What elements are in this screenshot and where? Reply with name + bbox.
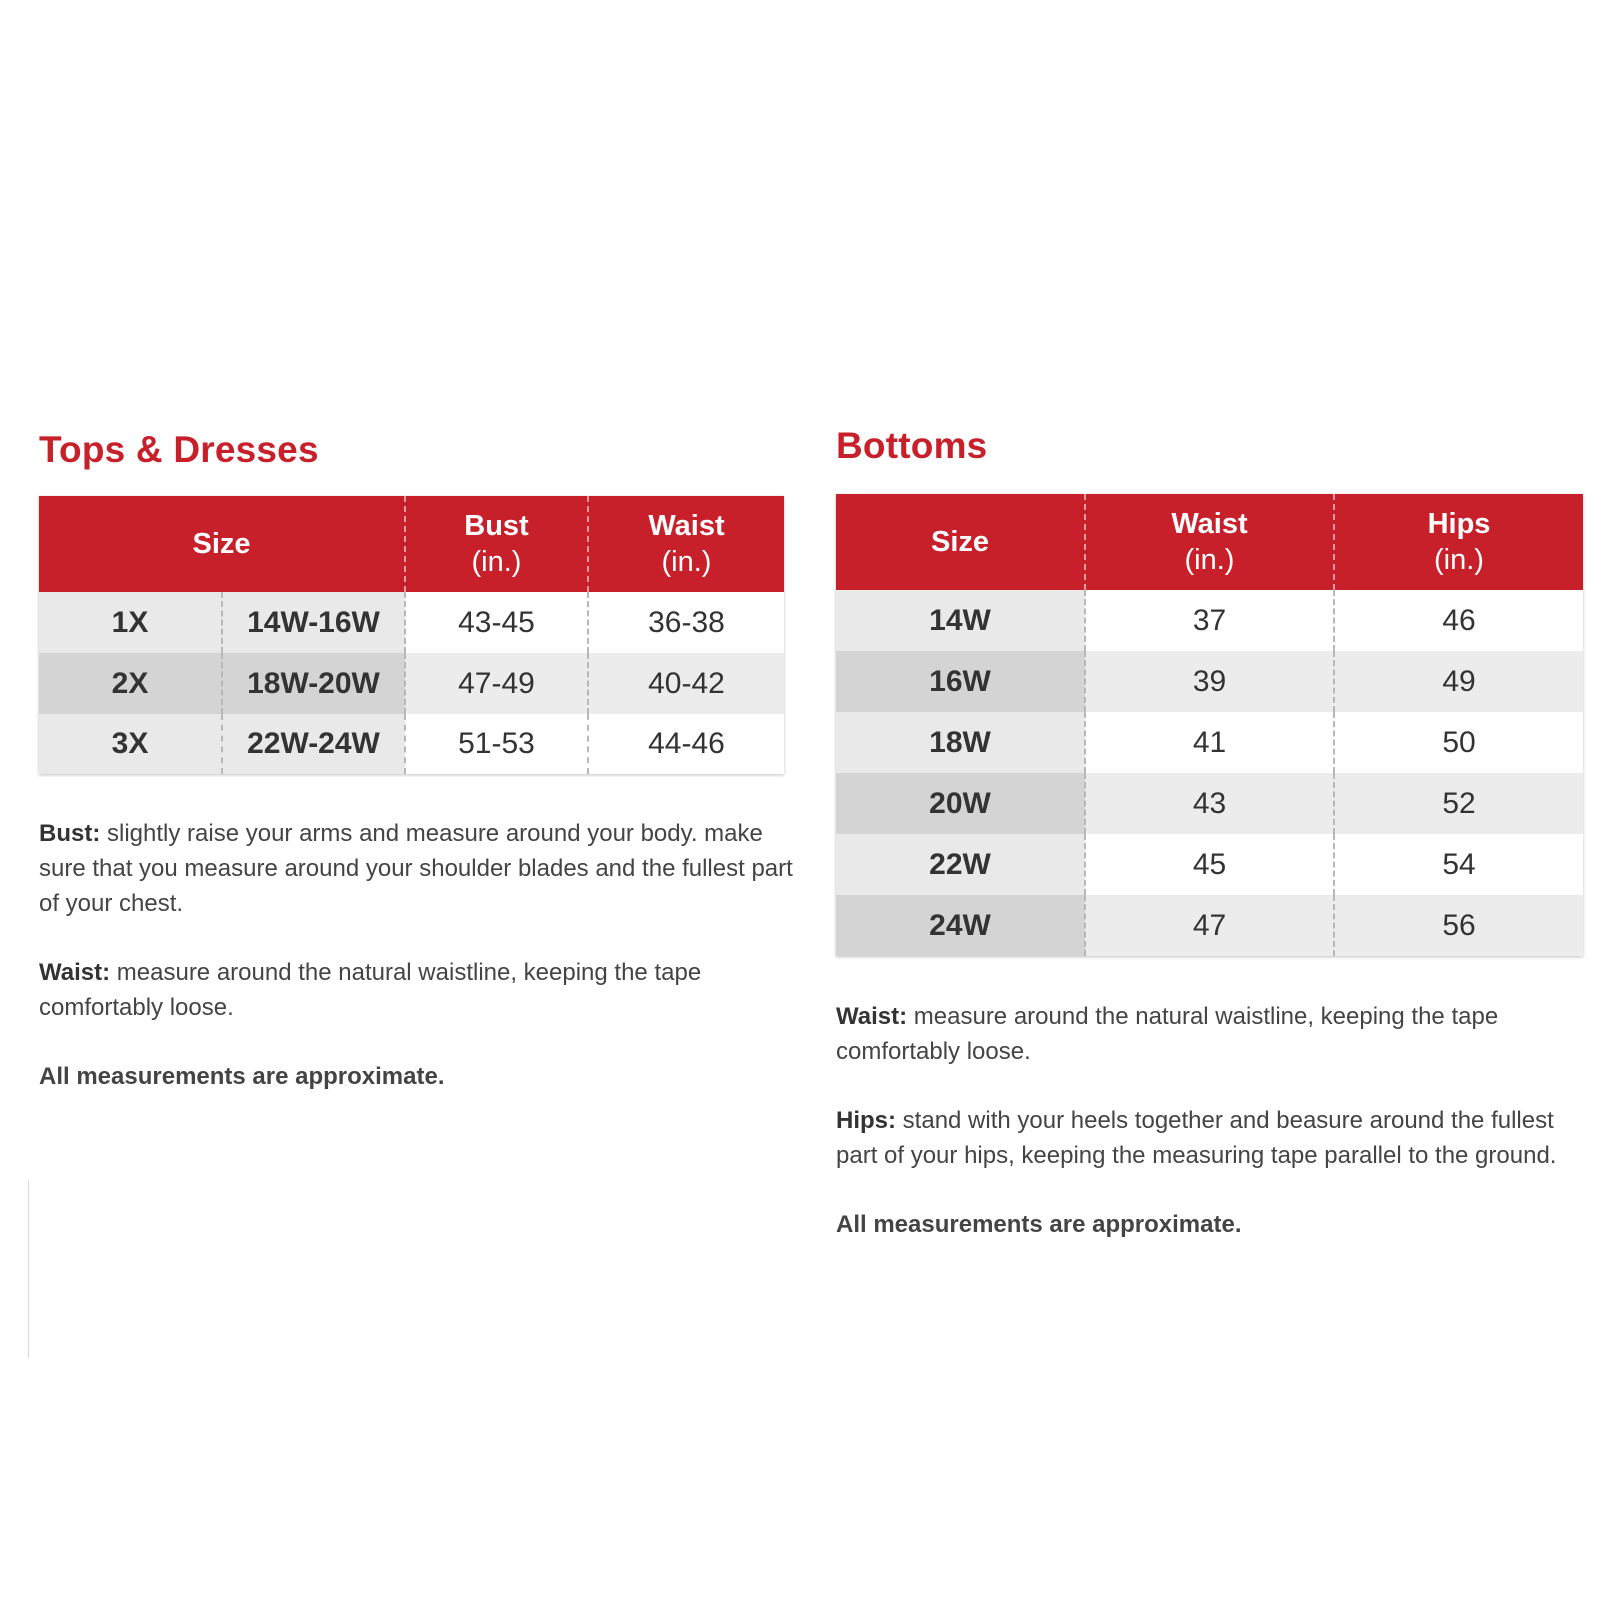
waist-note xyxy=(836,999,1596,1069)
tops-dresses-section xyxy=(39,428,793,1094)
hips-note-text: stand with your heels together and beasure around the fullest part of your hips, keeping the measuring tape parallel to the ground. xyxy=(836,1107,1557,1169)
waist-note-label: Waist: xyxy=(39,959,111,986)
bottoms-size-cell: 24W xyxy=(836,895,1085,956)
table-row xyxy=(836,712,1583,773)
bottoms-size-cell: 18W xyxy=(836,712,1085,773)
bottoms-hips-cell: 49 xyxy=(1334,651,1583,712)
table-row xyxy=(836,651,1583,712)
bottoms-title: Bottoms xyxy=(836,425,988,466)
tops-header-waist-unit: (in.) xyxy=(661,546,712,578)
tops-header-bust xyxy=(405,496,588,592)
bottoms-size-table xyxy=(836,494,1583,956)
tops-range-cell: 18W-20W xyxy=(222,653,405,714)
tops-range-cell: 14W-16W xyxy=(222,592,405,653)
bottoms-hips-cell: 56 xyxy=(1334,895,1583,956)
table-row xyxy=(836,834,1583,895)
waist-note-text: measure around the natural waistline, keeping the tape comfortably loose. xyxy=(836,1003,1499,1065)
table-row xyxy=(39,592,784,653)
hips-note-label: Hips: xyxy=(836,1107,896,1134)
tops-size-cell: 1X xyxy=(39,592,222,653)
tops-header-size: Size xyxy=(39,496,405,592)
tops-bust-cell: 43-45 xyxy=(405,592,588,653)
bottoms-size-cell: 22W xyxy=(836,834,1085,895)
bottoms-waist-cell: 39 xyxy=(1085,651,1334,712)
bottoms-header-hips xyxy=(1334,494,1583,590)
bottoms-hips-cell: 50 xyxy=(1334,712,1583,773)
tops-waist-cell: 36-38 xyxy=(588,592,784,653)
tops-notes xyxy=(39,816,799,1094)
bottoms-waist-cell: 43 xyxy=(1085,773,1334,834)
bottoms-header-row xyxy=(836,494,1583,590)
bottoms-waist-cell: 47 xyxy=(1085,895,1334,956)
bottoms-hips-cell: 54 xyxy=(1334,834,1583,895)
bust-note-label: Bust: xyxy=(39,820,101,847)
bottoms-section xyxy=(836,424,1591,1242)
bottoms-header-waist-unit: (in.) xyxy=(1184,544,1235,576)
tops-bust-cell: 47-49 xyxy=(405,653,588,714)
tops-header-waist xyxy=(588,496,784,592)
bottoms-waist-cell: 41 xyxy=(1085,712,1334,773)
table-row xyxy=(39,714,784,774)
tops-waist-cell: 44-46 xyxy=(588,714,784,774)
table-row xyxy=(836,895,1583,956)
bottoms-waist-cell: 45 xyxy=(1085,834,1334,895)
bottoms-size-cell: 14W xyxy=(836,590,1085,651)
bust-note-text: slightly raise your arms and measure around your body. make sure that you measure around your shoulder blades and the fullest part of your chest. xyxy=(39,820,793,917)
tops-size-table xyxy=(39,496,784,774)
bust-note xyxy=(39,816,799,921)
tops-size-cell: 3X xyxy=(39,714,222,774)
bottoms-header-hips-label: Hips xyxy=(1427,508,1491,540)
tops-title: Tops & Dresses xyxy=(39,429,319,470)
bottoms-size-cell: 16W xyxy=(836,651,1085,712)
waist-note-label: Waist: xyxy=(836,1003,908,1030)
bottoms-waist-cell: 37 xyxy=(1085,590,1334,651)
bottoms-header-waist xyxy=(1085,494,1334,590)
bottoms-notes xyxy=(836,999,1596,1242)
bottoms-header-hips-unit: (in.) xyxy=(1434,544,1484,576)
tops-range-cell: 22W-24W xyxy=(222,714,405,774)
table-row xyxy=(836,590,1583,651)
table-row xyxy=(836,773,1583,834)
bottoms-header-size: Size xyxy=(836,494,1085,590)
tops-header-bust-label: Bust xyxy=(464,510,529,542)
divider-line xyxy=(28,1180,29,1358)
tops-waist-cell: 40-42 xyxy=(588,653,784,714)
table-row xyxy=(39,653,784,714)
bottoms-hips-cell: 52 xyxy=(1334,773,1583,834)
approx-note: All measurements are approximate. xyxy=(836,1211,1242,1238)
waist-note xyxy=(39,955,799,1025)
tops-bust-cell: 51-53 xyxy=(405,714,588,774)
tops-header-bust-unit: (in.) xyxy=(471,546,522,578)
bottoms-header-waist-label: Waist xyxy=(1171,508,1248,540)
tops-header-waist-label: Waist xyxy=(648,510,725,542)
bottoms-hips-cell: 46 xyxy=(1334,590,1583,651)
hips-note xyxy=(836,1103,1596,1173)
waist-note-text: measure around the natural waistline, keeping the tape comfortably loose. xyxy=(39,959,702,1021)
bottoms-size-cell: 20W xyxy=(836,773,1085,834)
approx-note: All measurements are approximate. xyxy=(39,1063,445,1090)
tops-size-cell: 2X xyxy=(39,653,222,714)
tops-header-row xyxy=(39,496,784,592)
